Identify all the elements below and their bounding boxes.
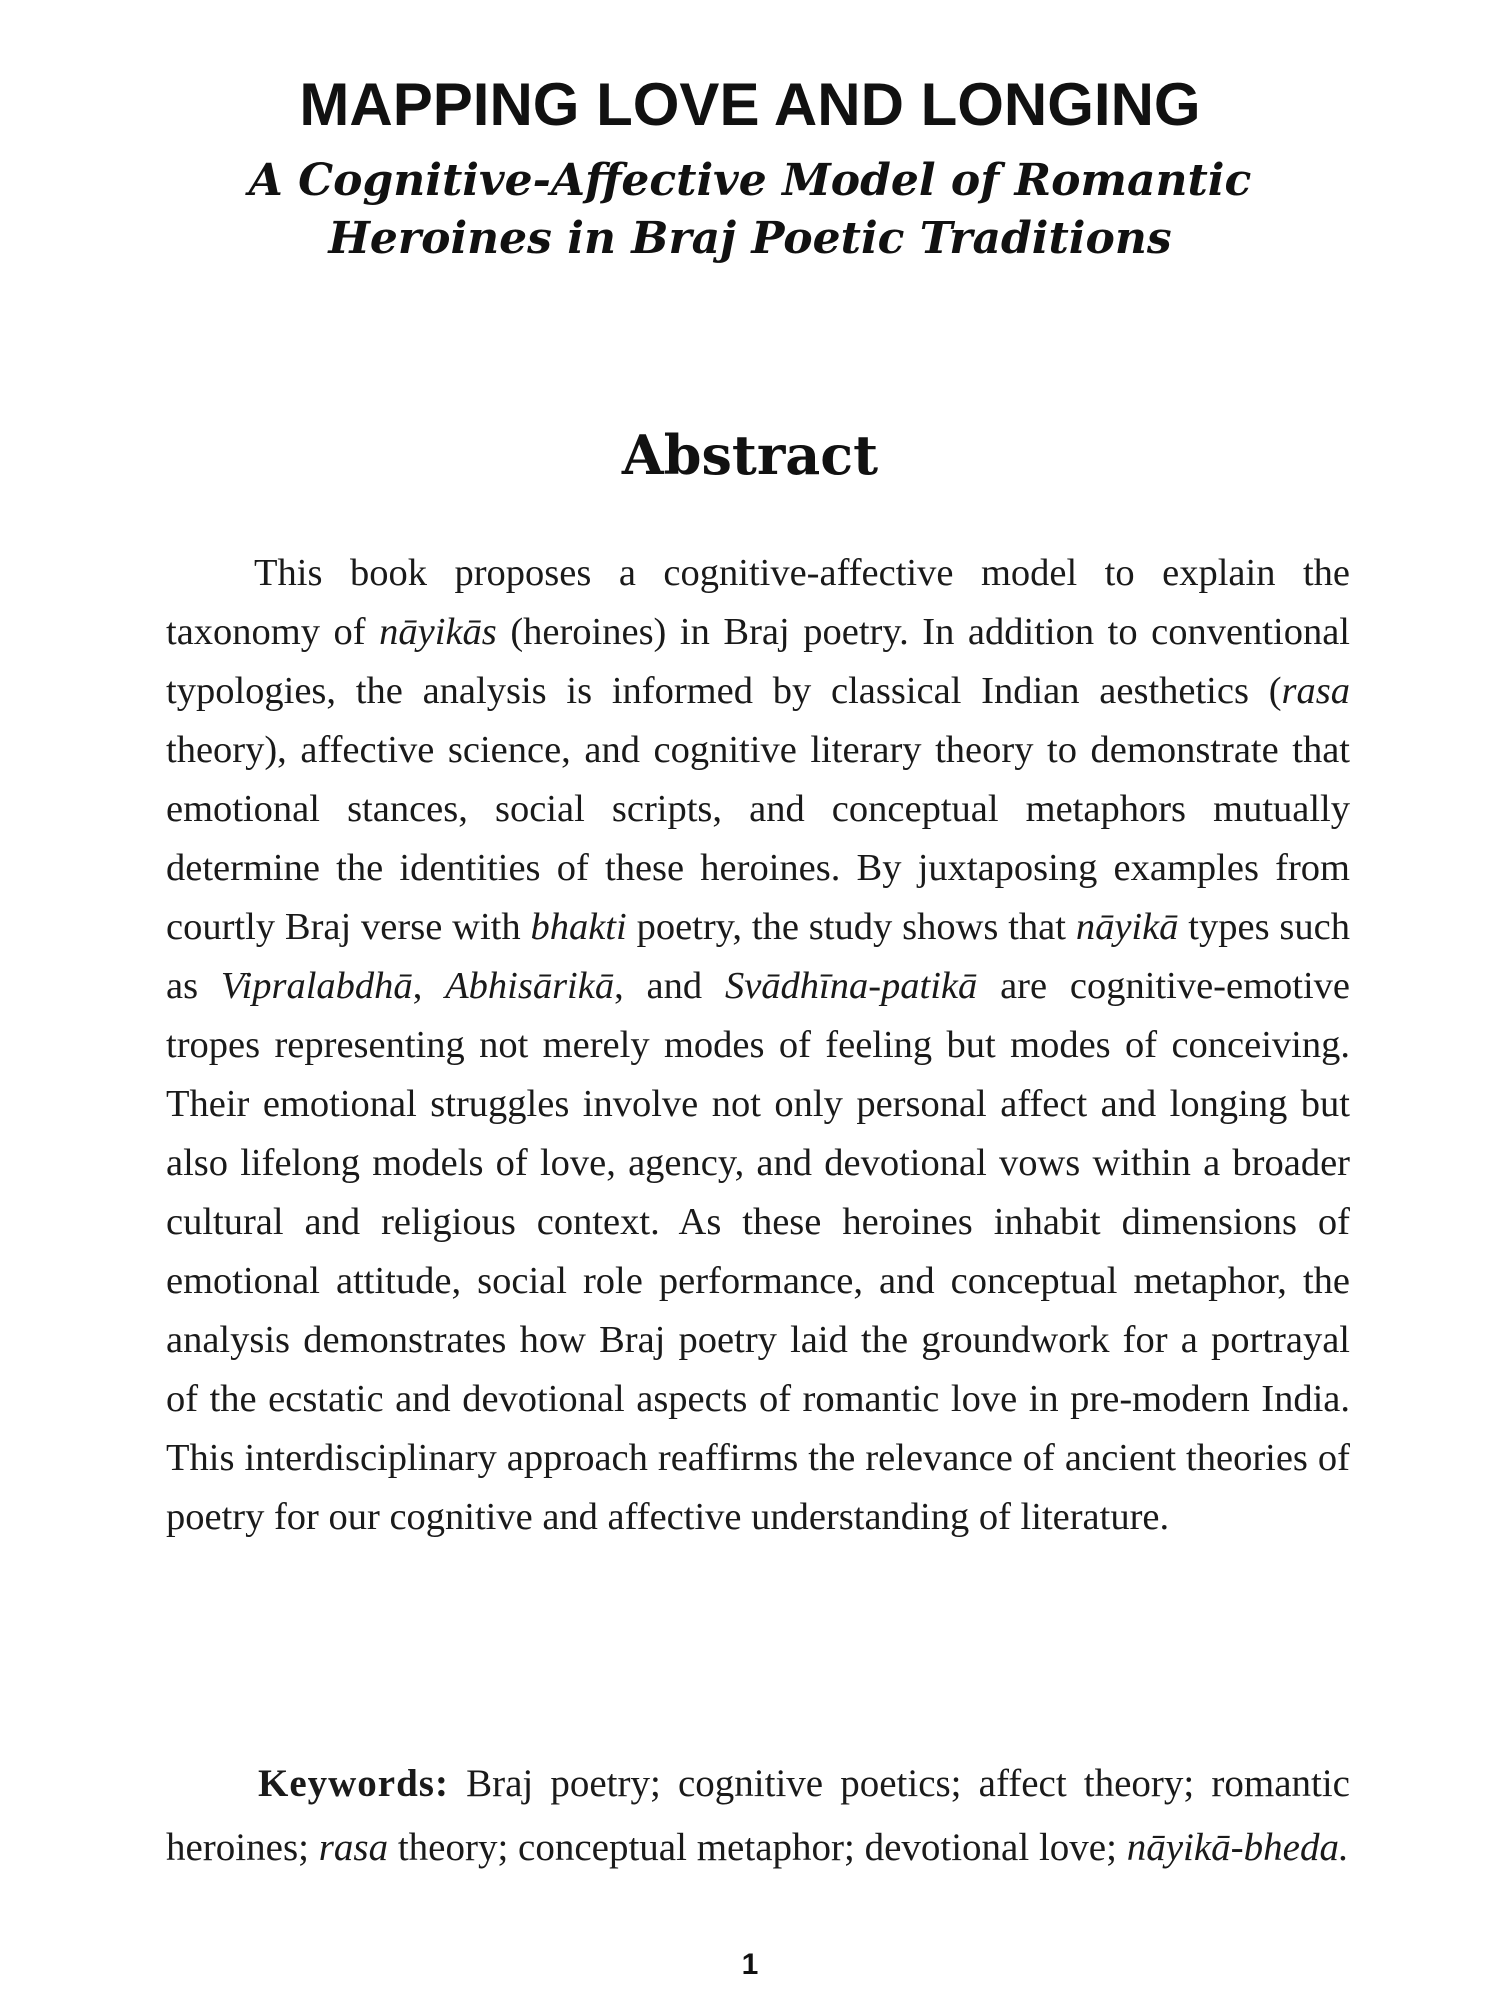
abstract-term-bhakti: bhakti (530, 906, 627, 948)
book-title: MAPPING LOVE AND LONGING (299, 71, 1201, 138)
abstract-text-4: poetry, the study shows that (626, 906, 1076, 948)
book-subtitle (0, 152, 1500, 268)
keywords-text-2: theory; conceptual metaphor; devotional love; (388, 1826, 1127, 1869)
subtitle-line-2: Heroines in Braj Poetic Traditions (328, 213, 1172, 264)
abstract-text-6: , (412, 965, 446, 1007)
page-number: 1 (741, 1948, 759, 1981)
abstract-text-1: This book proposes a cognitive-affective model to explain the taxonomy of (166, 552, 1350, 653)
keywords-term-nayika-bheda: nāyikā-bheda. (1126, 1826, 1349, 1869)
abstract-text-7: , and (614, 965, 725, 1007)
abstract-paragraph (166, 544, 1350, 1547)
abstract-text-5: types such as (166, 906, 1350, 1007)
keywords-term-rasa: rasa (318, 1826, 389, 1869)
keywords-label: Keywords: (258, 1762, 449, 1805)
keywords-paragraph (166, 1752, 1350, 1880)
abstract-term-vipralabdha: Vipralabdhā (220, 965, 413, 1007)
keywords-text-1: Braj poetry; cognitive poetics; affect theory; romantic heroines; (166, 1762, 1350, 1869)
abstract-term-nayikas: nāyikās (379, 611, 497, 653)
abstract-text-3: theory), affective science, and cognitive literary theory to demonstrate that emotional stances, social scripts, and conceptual metaphors mutually determine the identities of these heroines. By juxtaposing examples from courtly Braj verse with (166, 729, 1350, 948)
abstract-text-2: (heroines) in Braj poetry. In addition to conventional typologies, the analysis is informed by classical Indian aesthetics ( (166, 611, 1350, 712)
abstract-heading: Abstract (621, 423, 879, 487)
subtitle-line-1: A Cognitive-Affective Model of Romantic (248, 155, 1252, 206)
abstract-term-rasa: rasa (1281, 670, 1350, 712)
abstract-term-svadhina-patika: Svādhīna-patikā (724, 965, 978, 1007)
abstract-text-8: are cognitive-emotive tropes representing not merely modes of feeling but modes of conceiving. Their emotional struggles involve not only personal affect and longing but also lifelong models of love, agency, and devotional vows within a broader cultural and religious context. As these heroines inhabit dimensions of emotional attitude, social role performance, and conceptual metaphor, the analysis demonstrates how Braj poetry laid the groundwork for a portrayal of the ecstatic and devotional aspects of romantic love in pre-modern India. This interdisciplinary approach reaffirms the relevance of ancient theories of poetry for our cognitive and affective understanding of literature. (166, 965, 1351, 1538)
abstract-term-nayika: nāyikā (1075, 906, 1179, 948)
abstract-term-abhisarika: Abhisārikā (445, 965, 615, 1007)
